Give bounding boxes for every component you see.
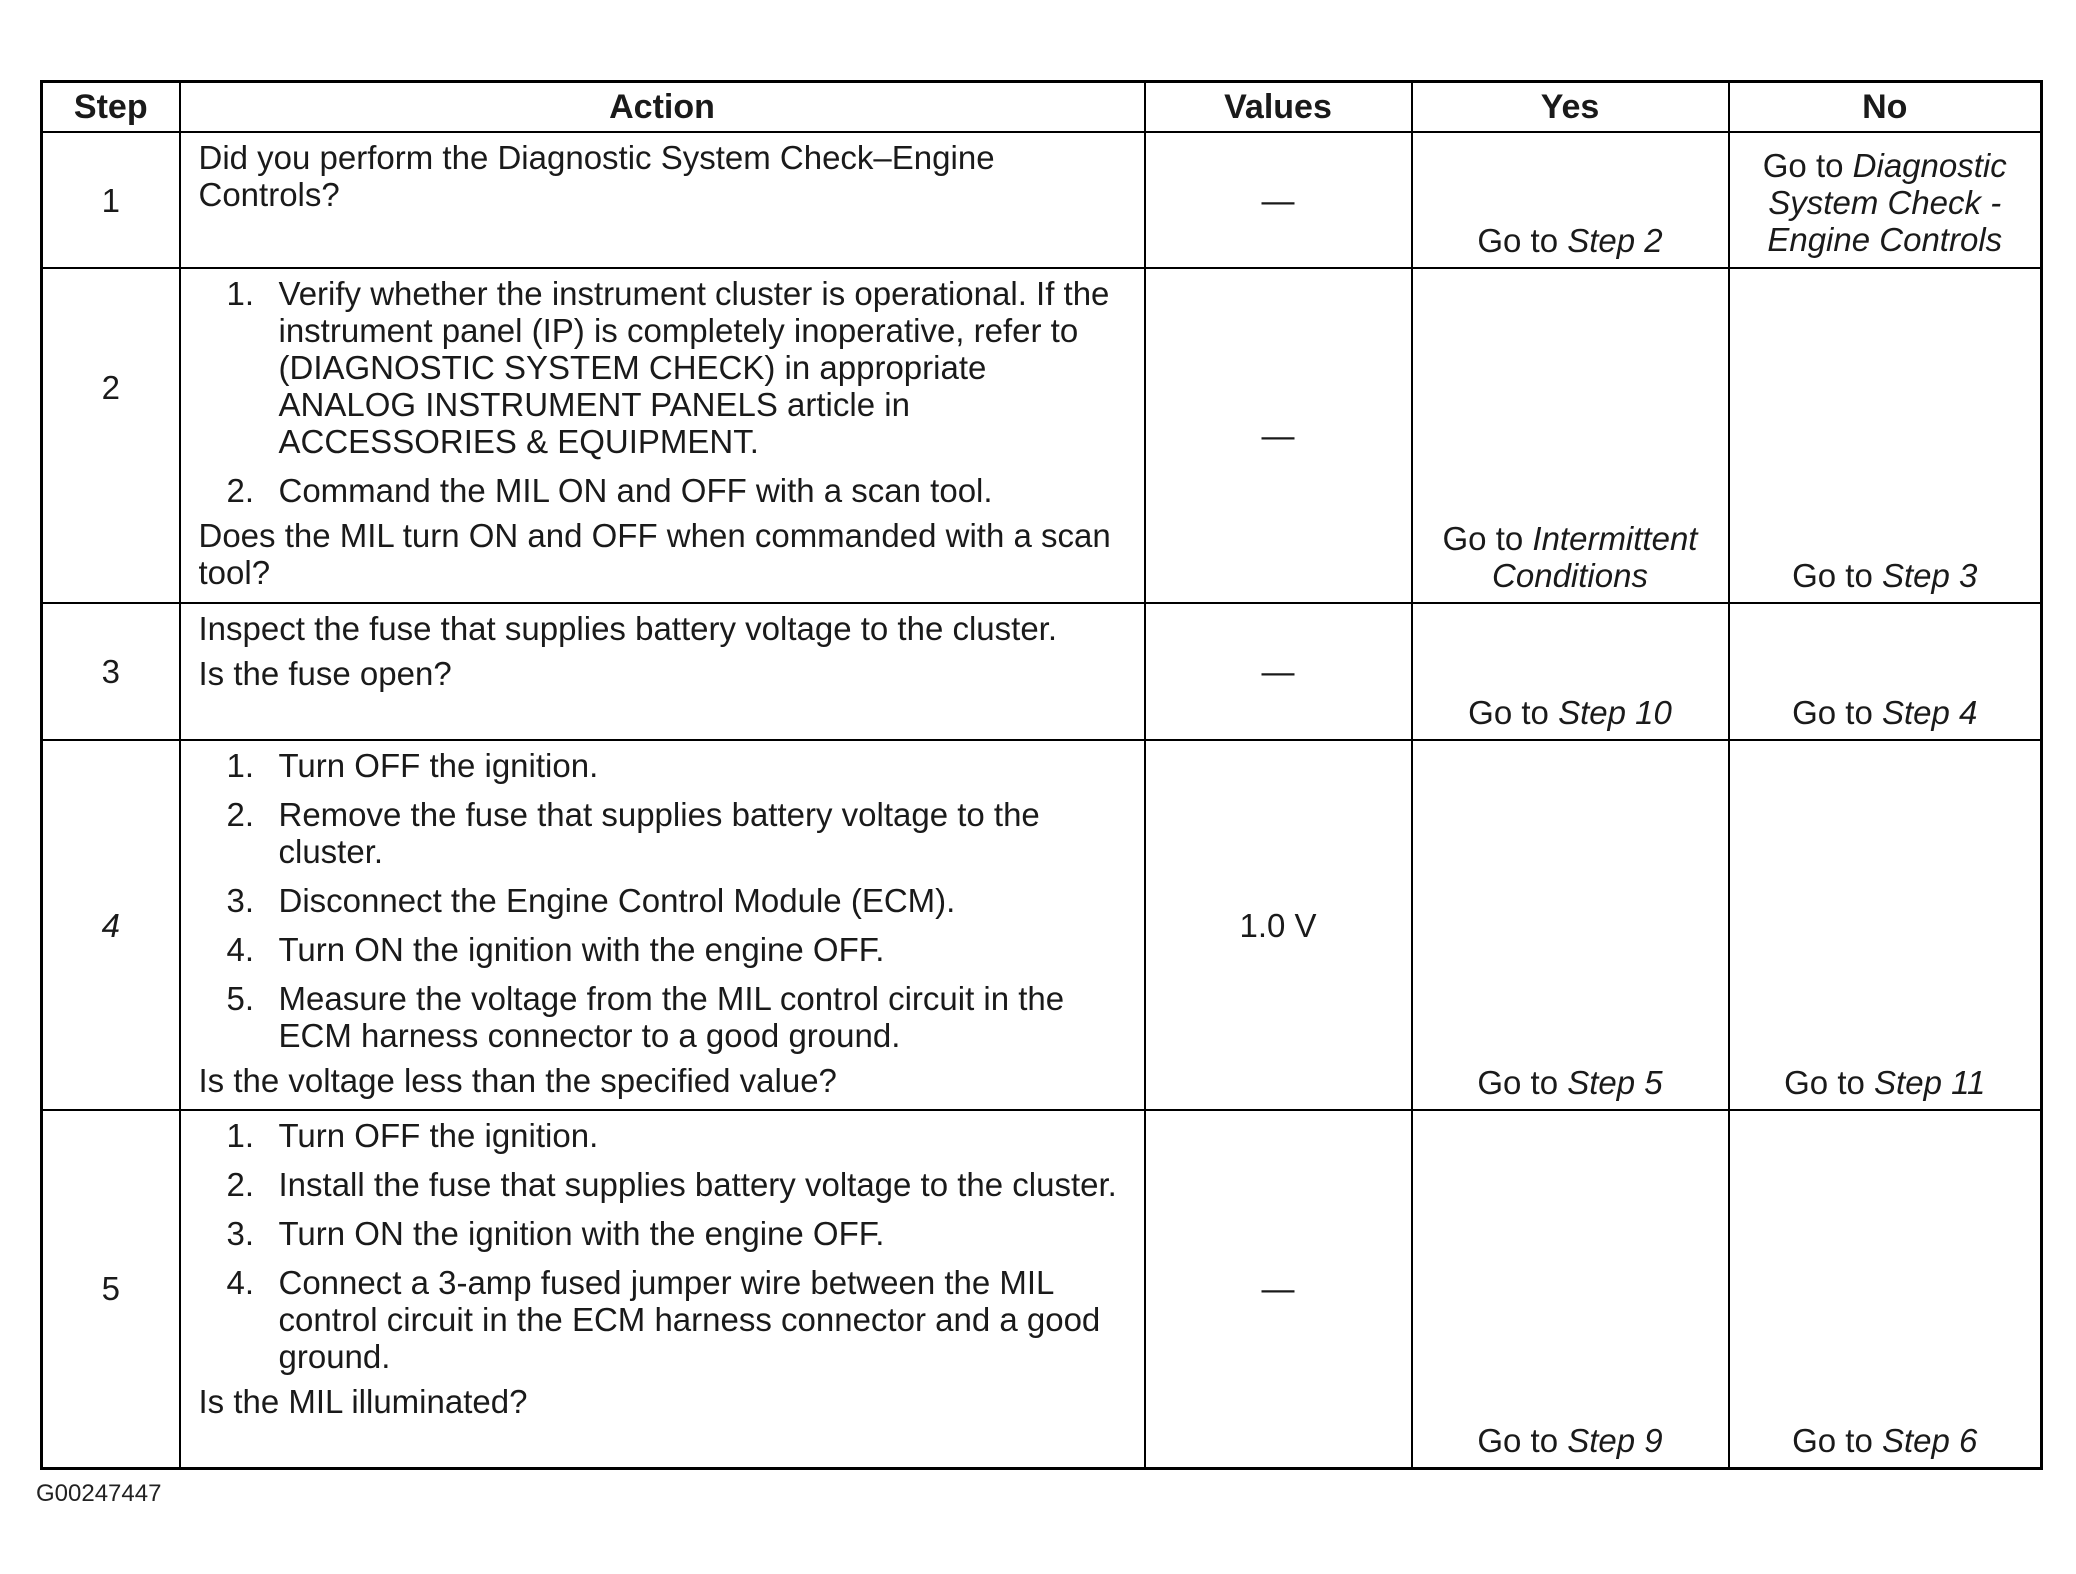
item-text: Turn ON the ignition with the engine OFF. [278,931,885,968]
procedure-item [199,747,1130,784]
action-question: Is the fuse open? [198,655,452,692]
goto-prefix: Go to [1784,1064,1865,1101]
item-number: 2. [226,796,255,833]
goto-prefix: Go to [1792,1421,1873,1459]
table-row-step-1 [42,132,2042,268]
procedure-item [199,1117,1130,1154]
yes-cell [1412,603,1729,740]
item-text: Verify whether the instrument cluster is operational. If the instrument panel (IP) is completely inoperative, refer to (DIAGNOSTIC SYSTEM CHECK) in appropriate ANALOG INSTRUMENT PANELS article in ACCESSORIES & EQUIPMENT. [278,275,1110,460]
step-number: 5 [42,1110,180,1468]
value-cell: 1.0 V [1145,740,1412,1110]
goto-prefix: Go to [1477,1064,1559,1101]
item-text: Remove the fuse that supplies battery voltage to the cluster. [278,796,1040,870]
procedure-item [199,1166,1130,1203]
action-cell [180,268,1145,603]
goto-prefix: Go to [1468,694,1549,731]
procedure-list [199,1117,1130,1375]
item-text: Connect a 3-amp fused jumper wire between the MIL control circuit in the ECM harness connector and a good ground. [278,1264,1101,1375]
item-text: Turn ON the ignition with the engine OFF. [278,1215,885,1252]
goto-step-link[interactable]: Step 4 [1881,694,1978,731]
goto-prefix: Go to [1442,520,1524,557]
yes-cell [1412,132,1729,268]
no-cell [1729,268,2042,603]
no-cell [1729,1110,2042,1468]
action-cell [180,132,1145,268]
goto-intermittent-link[interactable]: Intermittent Conditions [1492,520,1698,594]
item-number: 1. [226,275,255,312]
figure-code: G00247447 [36,1480,162,1507]
step-number: 2 [42,268,180,603]
item-number: 1. [226,747,255,784]
item-text: Turn OFF the ignition. [278,747,599,784]
item-text: Measure the voltage from the MIL control circuit in the ECM harness connector to a good ground. [278,980,1065,1054]
goto-step-link[interactable]: Step 11 [1874,1064,1986,1101]
goto-step-link[interactable]: Step 3 [1881,557,1978,594]
item-number: 4. [226,1264,255,1301]
action-cell [180,603,1145,740]
value-cell: — [1145,268,1412,603]
header-action: Action [180,82,1145,133]
action-question: Is the voltage less than the specified value? [198,1062,837,1099]
header-step: Step [42,82,180,133]
value-cell: — [1145,603,1412,740]
no-cell [1729,740,2042,1110]
step-number: 4 [42,740,180,1110]
action-instruction: Inspect the fuse that supplies battery voltage to the cluster. [198,610,1058,647]
step-number: 3 [42,603,180,740]
procedure-item [199,472,1130,509]
procedure-item [199,796,1130,870]
item-number: 3. [226,882,255,919]
item-number: 1. [226,1117,255,1154]
goto-step-link[interactable]: Step 10 [1558,694,1672,731]
no-cell [1729,603,2042,740]
goto-step-link[interactable]: Step 9 [1567,1421,1663,1459]
header-row [42,82,2042,133]
action-question: Did you perform the Diagnostic System Check–Engine Controls? [198,139,995,213]
item-text: Install the fuse that supplies battery voltage to the cluster. [278,1166,1117,1203]
procedure-list [199,747,1130,1054]
yes-cell [1412,740,1729,1110]
table-row-step-5 [42,1110,2042,1468]
goto-prefix: Go to [1477,1421,1559,1459]
goto-diagnostic-check-link[interactable]: Diagnostic System Check - Engine Controls [1767,147,2007,258]
item-number: 2. [226,472,255,509]
no-cell [1729,132,2042,268]
action-question: Is the MIL illuminated? [198,1383,528,1420]
yes-cell [1412,268,1729,603]
value-cell: — [1145,132,1412,268]
action-cell [180,1110,1145,1468]
diagnostic-table [40,80,2043,1470]
header-yes: Yes [1412,82,1729,133]
goto-prefix: Go to [1477,222,1559,259]
goto-prefix: Go to [1792,557,1873,594]
item-text: Disconnect the Engine Control Module (ECM). [278,882,956,919]
goto-prefix: Go to [1792,694,1873,731]
table-row-step-4 [42,740,2042,1110]
procedure-item [199,1215,1130,1252]
goto-step-link[interactable]: Step 5 [1567,1064,1663,1101]
item-text: Turn OFF the ignition. [278,1117,599,1154]
item-number: 5. [226,980,255,1017]
header-no: No [1729,82,2042,133]
action-cell [180,740,1145,1110]
action-question: Does the MIL turn ON and OFF when commanded with a scan tool? [198,517,1111,591]
header-values: Values [1145,82,1412,133]
table-row-step-2 [42,268,2042,603]
step-number: 1 [42,132,180,268]
item-number: 2. [226,1166,255,1203]
goto-step-link[interactable]: Step 2 [1567,222,1663,259]
procedure-list [199,275,1130,509]
procedure-item [199,275,1130,460]
goto-prefix: Go to [1762,147,1844,184]
table-row-step-3 [42,603,2042,740]
item-number: 3. [226,1215,255,1252]
yes-cell [1412,1110,1729,1468]
goto-step-link[interactable]: Step 6 [1881,1421,1978,1459]
item-text: Command the MIL ON and OFF with a scan tool. [278,472,993,509]
procedure-item [199,1264,1130,1375]
procedure-item [199,980,1130,1054]
item-number: 4. [226,931,255,968]
procedure-item [199,931,1130,968]
value-cell: — [1145,1110,1412,1468]
procedure-item [199,882,1130,919]
